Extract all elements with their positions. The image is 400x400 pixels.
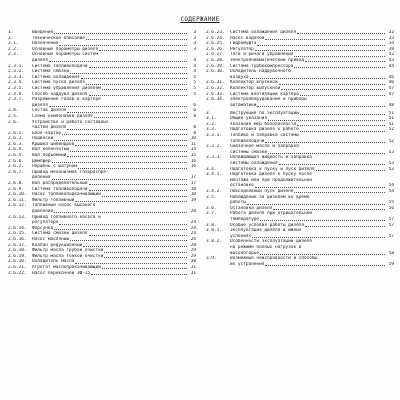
toc-entry-title: Насос топливоподкачивающий (32, 192, 101, 198)
toc-page-number: 34 (388, 41, 394, 47)
toc-leader-dots (89, 184, 187, 185)
toc-leader-dots (70, 240, 187, 241)
toc-left-column (8, 30, 196, 276)
toc-entry-number: 2.6.18. (8, 248, 27, 254)
toc-leader-dots (49, 61, 187, 62)
toc-entry-title: системы смазки (230, 149, 268, 155)
toc-leader-dots (297, 33, 385, 34)
toc-leader-dots (268, 120, 385, 121)
toc-entry-title: Общие указания (230, 116, 268, 122)
toc-leader-dots (70, 151, 187, 152)
toc-entry-title: системы охлаждения (230, 161, 278, 167)
toc-page-number: 3 (193, 30, 196, 35)
toc-page-number: 53 (388, 166, 394, 172)
toc-entry-number: 2.2. (8, 46, 19, 52)
toc-entry-number: 3.3. (206, 127, 217, 133)
toc-entry-title: Электрооборудование и приборы (230, 97, 307, 103)
toc-leader-dots (300, 95, 385, 96)
toc-page-number: 44 (388, 63, 394, 69)
toc-entry-title: Остановка дизеля (230, 205, 273, 211)
toc-page-number: 31 (190, 270, 196, 276)
toc-leader-dots (86, 39, 187, 40)
toc-entry-title: Привод механизмов газораспре- (32, 169, 109, 175)
toc-entry-title: Привод топливного насоса и (32, 214, 101, 220)
toc-leader-dots (279, 84, 385, 85)
toc-leader-dots (89, 67, 187, 68)
toc-leader-dots (83, 246, 187, 247)
toc-entry-number: 2.6.5. (8, 153, 24, 159)
toc-entry-number: 2.6.4. (8, 147, 24, 153)
toc-page-number: 24 (190, 225, 196, 231)
toc-entry-number: 3.8.2. (206, 239, 222, 245)
toc-entry-number: 2.6.11. (8, 197, 27, 203)
toc-entry-number: 2.5. (8, 113, 19, 119)
toc-entry-title: Поршень с шатуном (32, 164, 77, 170)
toc-leader-dots (52, 162, 187, 163)
toc-leader-dots (54, 33, 187, 34)
toc-page-number: 58 (388, 250, 394, 256)
toc-entry-title: Вал коленчатый (32, 147, 70, 153)
toc-page-number: 16 (190, 158, 196, 164)
toc-entry-title: Подготовка к пуску и пуск дизеля (230, 166, 315, 172)
toc-leader-dots (102, 268, 187, 269)
toc-leader-dots (91, 274, 187, 275)
toc-entry-number: 2.6.33. (206, 91, 225, 97)
toc-entry-number: 2.6.1. (8, 130, 24, 136)
toc-entry-number: 2.6.21. (8, 264, 27, 270)
toc-page-number: 43 (388, 57, 394, 63)
toc-entry-number: 2.6.12. (8, 203, 27, 209)
toc-page-number: 26 (190, 236, 196, 242)
toc-entry-number: 2.3.4. (8, 80, 24, 86)
toc-page-number: 31 (190, 264, 196, 270)
toc-page-number: 46 (388, 80, 394, 86)
toc-entry-title: Устройство и работа составных (32, 119, 109, 125)
toc-entry-title: Указания мер безопасности (230, 121, 297, 127)
toc-leader-dots (49, 106, 187, 107)
toc-entry-title: Вал подъемный (32, 153, 67, 159)
toc-entry-number: 2.3.5. (8, 85, 24, 91)
toc-page-number: 17 (190, 181, 196, 187)
toc-entry-title: Особые условия работы дизеля (230, 222, 305, 228)
toc-page-number: 54 (388, 189, 394, 195)
toc-entry-title: Основные параметры систем (32, 52, 99, 58)
toc-entry-title: Особенности эксплуатации дизеля (230, 239, 312, 245)
toc-leader-dots (54, 212, 187, 213)
toc-leader-dots (102, 196, 187, 197)
toc-leader-dots (316, 170, 385, 171)
toc-leader-dots (305, 226, 385, 227)
toc-leader-dots (255, 187, 385, 188)
toc-page-number: 5 (193, 80, 196, 86)
toc-entry-number: 2.6.15. (8, 231, 27, 237)
toc-entry-number: 2.1. (8, 41, 19, 47)
toc-entry-title: Фильтр топливный (32, 197, 75, 203)
toc-entry-title: условиях (230, 233, 252, 239)
toc-page-number: 52 (388, 138, 394, 144)
toc-entry-number: 3.8. (206, 222, 217, 228)
toc-entry-title: Фильтр масла тонкой очистки (32, 253, 104, 259)
toc-entry-title: Повседневный пуск дизеля (230, 189, 294, 195)
toc-entry-title: воздуха (230, 74, 249, 80)
toc-page-number: 8 (193, 125, 196, 131)
toc-page-number: 52 (388, 127, 394, 133)
toc-entry-title: Подвески (32, 136, 54, 142)
toc-leader-dots (102, 89, 187, 90)
toc-entry-number: 2.3.1. (8, 63, 24, 69)
toc-leader-dots (81, 78, 187, 79)
toc-leader-dots (75, 145, 187, 146)
toc-leader-dots (294, 192, 385, 193)
toc-leader-dots (62, 134, 187, 135)
toc-entry-title: Регулятор (230, 46, 254, 52)
toc-entry-title: Тяги и рычаги управления (230, 52, 294, 58)
toc-leader-dots (265, 142, 385, 143)
toc-leader-dots (252, 237, 385, 238)
toc-entry-number: 2.3.2. (8, 69, 24, 75)
toc-leader-dots (268, 153, 385, 154)
toc-entry-number: 3.4.1. (206, 172, 222, 178)
toc-leader-dots (86, 84, 187, 85)
toc-entry (206, 262, 394, 268)
toc-entry-number: 3.4. (206, 166, 217, 172)
toc-entry-number: 3.9. (206, 256, 217, 262)
toc-leader-dots (75, 201, 187, 202)
toc-page-number: 4 (193, 57, 196, 63)
toc-entry-title: Основные параметры дизеля (32, 46, 99, 52)
toc-entry-title: Насос перекачной ЭШ-25 (32, 270, 91, 276)
toc-page-number: 55 (388, 200, 394, 206)
toc-entry-number: 2.6.19. (8, 253, 27, 259)
toc-entry-number: 2.6.28. (206, 57, 225, 63)
toc-entry-title: Система управления дизелем (32, 85, 101, 91)
toc-entry-title: Назначение (32, 41, 59, 47)
toc-leader-dots (273, 209, 385, 210)
toc-leader-dots (294, 56, 385, 57)
toc-leader-dots (257, 106, 385, 107)
toc-page-number: 20 (190, 209, 196, 214)
toc-entry-number: 2.6.13. (8, 214, 27, 220)
toc-entry-title: Смазочное масло и заправка (230, 144, 299, 150)
toc-page-number: 51 (388, 121, 394, 127)
toc-page-number: 28 (190, 242, 196, 248)
toc-leader-dots (104, 257, 187, 258)
toc-leader-dots (104, 252, 187, 253)
toc-entry-title: давления (32, 209, 54, 214)
toc-entry-number: 2.6.31. (206, 80, 225, 86)
toc-page-number: 3 (193, 46, 196, 52)
toc-page-number: 51 (388, 110, 394, 116)
toc-leader-dots (67, 112, 187, 113)
toc-entry-number: 1. (8, 30, 14, 35)
toc-entry-title: частей дизеля (32, 125, 67, 131)
toc-entry-number: 2.6.22. (8, 270, 27, 276)
toc-page-number: 8 (193, 130, 196, 136)
toc-leader-dots (78, 168, 187, 169)
toc-entry-title: Техническое описание (32, 35, 85, 41)
toc-entry-title: Демпфер (32, 158, 51, 164)
toc-entry-title: Агрегат маслопрокачивающий (32, 264, 101, 270)
toc-entry-number: 3. (206, 110, 212, 116)
toc-leader-dots (54, 140, 187, 141)
toc-entry-number: 2.3.3. (8, 74, 24, 80)
toc-entry-title: Крышка цилиндров (32, 141, 75, 147)
toc-entry-title: Способ наддува дизеля (32, 91, 88, 97)
toc-leader-dots (265, 265, 385, 266)
toc-page-number: 18 (190, 186, 196, 192)
toc-leader-dots (67, 129, 187, 130)
toc-leader-dots (99, 50, 187, 51)
toc-entry-number: 2.6.6. (8, 158, 24, 164)
toc-leader-dots (294, 67, 385, 68)
toc-page-number: 51 (388, 116, 394, 122)
toc-entry-title: дизеля (32, 57, 48, 63)
toc-entry-title: Состав дизеля (32, 108, 67, 114)
toc-page-number: 5 (193, 91, 196, 97)
toc-page-number: 57 (388, 216, 394, 222)
toc-page-number: 24 (190, 220, 196, 226)
toc-entry-number: 2.3. (8, 52, 19, 58)
toc-leader-dots (75, 263, 187, 264)
toc-page-number: 5 (193, 74, 196, 80)
toc-leader-dots (305, 61, 385, 62)
toc-entry-title: Инструкция по эксплуатации (230, 110, 299, 116)
toc-page-number: 5 (193, 85, 196, 91)
toc-page-number: 48 (388, 102, 394, 108)
toc-leader-dots (250, 78, 385, 79)
toc-page-number: 29 (190, 248, 196, 254)
toc-entry-title: Работа дизеля при отрицательной (230, 211, 312, 217)
toc-entry-number: 2.4. (8, 108, 19, 114)
toc-entry-title: Разрежение газов в картере (32, 97, 101, 103)
toc-entry-title: Система охлаждения дизеля (230, 30, 297, 35)
toc-page-number: 4 (193, 63, 196, 69)
toc-leader-dots (300, 131, 385, 132)
toc-page-number: 3 (193, 41, 196, 47)
toc-entry-title: Насос водяной (230, 35, 265, 41)
toc-entry-number: 2.6.7. (8, 164, 24, 170)
toc-entry-title: Система турбокомпрессора (230, 63, 294, 69)
toc-leader-dots (279, 164, 385, 165)
toc-leader-dots (52, 179, 187, 180)
toc-page-number: 19 (190, 197, 196, 203)
toc-leader-dots (260, 220, 385, 221)
toc-leader-dots (54, 229, 187, 230)
toc-page-number: 53 (388, 161, 394, 167)
toc-leader-dots (257, 45, 385, 46)
toc-leader-dots (59, 45, 187, 46)
toc-entry-title: монтажа или при продолжительной (230, 177, 312, 183)
toc-entry-title: Возможные неисправности и способы (230, 256, 318, 262)
toc-entry-title: Система пуска дизеля (32, 80, 85, 86)
toc-entry-title: температуре (230, 216, 260, 222)
toc-page-number: 59 (388, 261, 394, 267)
toc-entry-title: Форсунка (32, 225, 54, 231)
toc-page-number: 8 (193, 113, 196, 119)
toc-entry-title: Наблюдение за дизелем во время (230, 194, 310, 200)
toc-page-number: 30 (190, 259, 196, 265)
toc-entry-title: Система охлаждения (32, 74, 80, 80)
toc-entry-number: 2.6.17. (8, 242, 27, 248)
toc-entry-title: деления (32, 175, 51, 181)
toc-entry-number: 3.1. (206, 116, 217, 122)
toc-entry-title: Коллектор выпускной (230, 85, 281, 91)
toc-page-number: 4 (193, 69, 196, 75)
toc-entry-number: 2.6. (8, 119, 19, 125)
toc-page-number: 53 (388, 149, 394, 155)
toc-entry-title: Электропневматический привод (230, 57, 305, 63)
toc-entry-title: Охладитель масла (32, 259, 75, 265)
toc-entry-number: 3.7. (206, 211, 217, 217)
toc-entry-number: 2.6.26. (206, 46, 225, 52)
toc-entry-title: Система смазки дизеля (32, 231, 88, 237)
toc-entry-number: 2.6.3. (8, 141, 24, 147)
toc-page-number: 57 (388, 222, 394, 228)
toc-leader-dots (67, 156, 187, 157)
toc-page-number: 24 (190, 231, 196, 237)
toc-page-number: 16 (190, 164, 196, 170)
toc-page-number: 57 (388, 233, 394, 239)
toc-leader-dots (59, 224, 187, 225)
toc-entry-title: их устранения (230, 261, 265, 267)
toc-entry-number: 2.6.9. (8, 186, 24, 192)
toc-entry-number: 2.3.7. (8, 97, 24, 103)
toc-page-number: 32 (388, 30, 394, 35)
toc-page-number: 46 (388, 74, 394, 80)
toc-entry-title: Клапан редукционный (32, 242, 83, 248)
toc-entry-title: Охлаждающая жидкость и заправка (230, 155, 312, 161)
toc-leader-dots (265, 39, 385, 40)
toc-entry-title: Схема компоновки дизеля (32, 113, 93, 119)
toc-leader-dots (297, 125, 385, 126)
toc-page-number: 17 (190, 175, 196, 181)
toc-page-number: 18 (190, 192, 196, 198)
toc-page-number: 47 (388, 85, 394, 91)
toc-entry-number: 3.4.2. (206, 189, 222, 195)
toc-entry-number: 3.8.1. (206, 228, 222, 234)
toc-entry-number: 2.6.23. (206, 30, 225, 35)
toc-page-number: 6 (193, 108, 196, 114)
toc-entry-number: 2.6.34. (206, 97, 225, 103)
toc-entry-number: 2.6.10. (8, 192, 27, 198)
toc-entry-title: регулятора (32, 220, 59, 226)
toc-right-column (206, 30, 394, 267)
toc-entry-number: 2.6.32. (206, 85, 225, 91)
toc-page-number: 14 (190, 147, 196, 153)
toc-entry-title: высокогорье (230, 250, 260, 256)
toc-entry-number: 2.6.25. (206, 41, 225, 47)
toc-entry-number: 2.6.30. (206, 69, 225, 75)
toc-entry-title: Система топливоподачи (32, 63, 88, 69)
toc-entry-title: остановке (230, 183, 254, 189)
toc-entry-number: 2.6.24. (206, 35, 225, 41)
toc-page-number: 29 (190, 253, 196, 259)
toc-leader-dots (300, 114, 385, 115)
toc-entry-title: работы (230, 200, 246, 206)
toc-entry-number: 2.6.7. (8, 169, 24, 175)
toc-leader-dots (89, 235, 187, 236)
toc-entry-number: 2. (8, 35, 14, 41)
toc-entry-number: 3.3.1. (206, 133, 222, 139)
toc-entry-number: 3.6. (206, 205, 217, 211)
toc-leader-dots (94, 117, 187, 118)
toc-entry-number: 3.5. (206, 194, 217, 200)
toc-entry-number: 2.6.14. (8, 225, 27, 231)
toc-page-number: 42 (388, 52, 394, 58)
toc-page-number: 47 (388, 91, 394, 97)
toc-entry-title: Вал распределительный (32, 181, 88, 187)
toc-entry-title: Подготовка дизеля к пуску после (230, 172, 312, 178)
toc-entry-number: 2.6.20. (8, 259, 27, 265)
toc-entry-title: Коллектор впускной (230, 80, 278, 86)
toc-leader-dots (89, 190, 187, 191)
toc-page-number: 39 (388, 46, 394, 52)
toc-entry-number: 2.6.16. (8, 236, 27, 242)
toc-entry-number: 2.6.27. (206, 52, 225, 58)
toc-entry-number: 2.6.29. (206, 63, 225, 69)
toc-entry-number: 2.6.8. (8, 181, 24, 187)
toc-page-number: 33 (388, 35, 394, 41)
toc-page-number: 6 (193, 102, 196, 108)
toc-entry-title: Система смазки (32, 69, 70, 75)
toc-leader-dots (70, 73, 187, 74)
toc-entry-title: Эксплуатация дизеля в южных (230, 228, 302, 234)
toc-entry-title: Система вентиляции картера (230, 91, 299, 97)
toc-entry-title: Топливо и заправка системы (230, 133, 299, 139)
toc-entry-number: 3.2. (206, 121, 217, 127)
toc-entry-title: Гидромуфта (230, 41, 257, 47)
toc-page-number: 3 (193, 35, 196, 41)
toc-entry-title: Система топливоподачи (32, 186, 88, 192)
toc-entry-title: Введение (32, 30, 54, 35)
toc-entry-title: Топливный насос высокого (32, 203, 96, 209)
toc-leader-dots (89, 95, 187, 96)
page-title: СОДЕРЖАНИЕ (180, 16, 220, 23)
toc-leader-dots (281, 89, 385, 90)
toc-entry-number: 2.3.6. (8, 91, 24, 97)
toc-entry (8, 271, 196, 277)
toc-page-number: 15 (190, 153, 196, 159)
toc-entry-title: топливоподачи (230, 138, 265, 144)
toc-entry-title: Насос масляный (32, 236, 70, 242)
toc-entry-title: дизеля (32, 102, 48, 108)
toc-leader-dots (255, 50, 385, 51)
toc-entry-title: Блок-картер (32, 130, 62, 136)
toc-entry-number: 3.3.3. (206, 155, 222, 161)
toc-entry-title: автоматики (230, 102, 257, 108)
toc-entry-title: Фильтр масла грубой очистки (32, 248, 104, 254)
toc-page-number: 11 (190, 141, 196, 147)
toc-entry-title: Охладитель наддувочного (230, 69, 291, 75)
toc-leader-dots (247, 204, 385, 205)
toc-page-number: 10 (190, 136, 196, 142)
toc-page-number: 54 (388, 183, 394, 189)
toc-page-number: 56 (388, 205, 394, 211)
toc-leader-dots (260, 254, 385, 255)
toc-entry-title: Подготовка дизеля к работе (230, 127, 299, 133)
toc-entry-number: 3.3.2. (206, 144, 222, 150)
toc-entry-title: на режиме полных нагрузок в (230, 244, 302, 250)
toc-entry-number: 2.6.2. (8, 136, 24, 142)
